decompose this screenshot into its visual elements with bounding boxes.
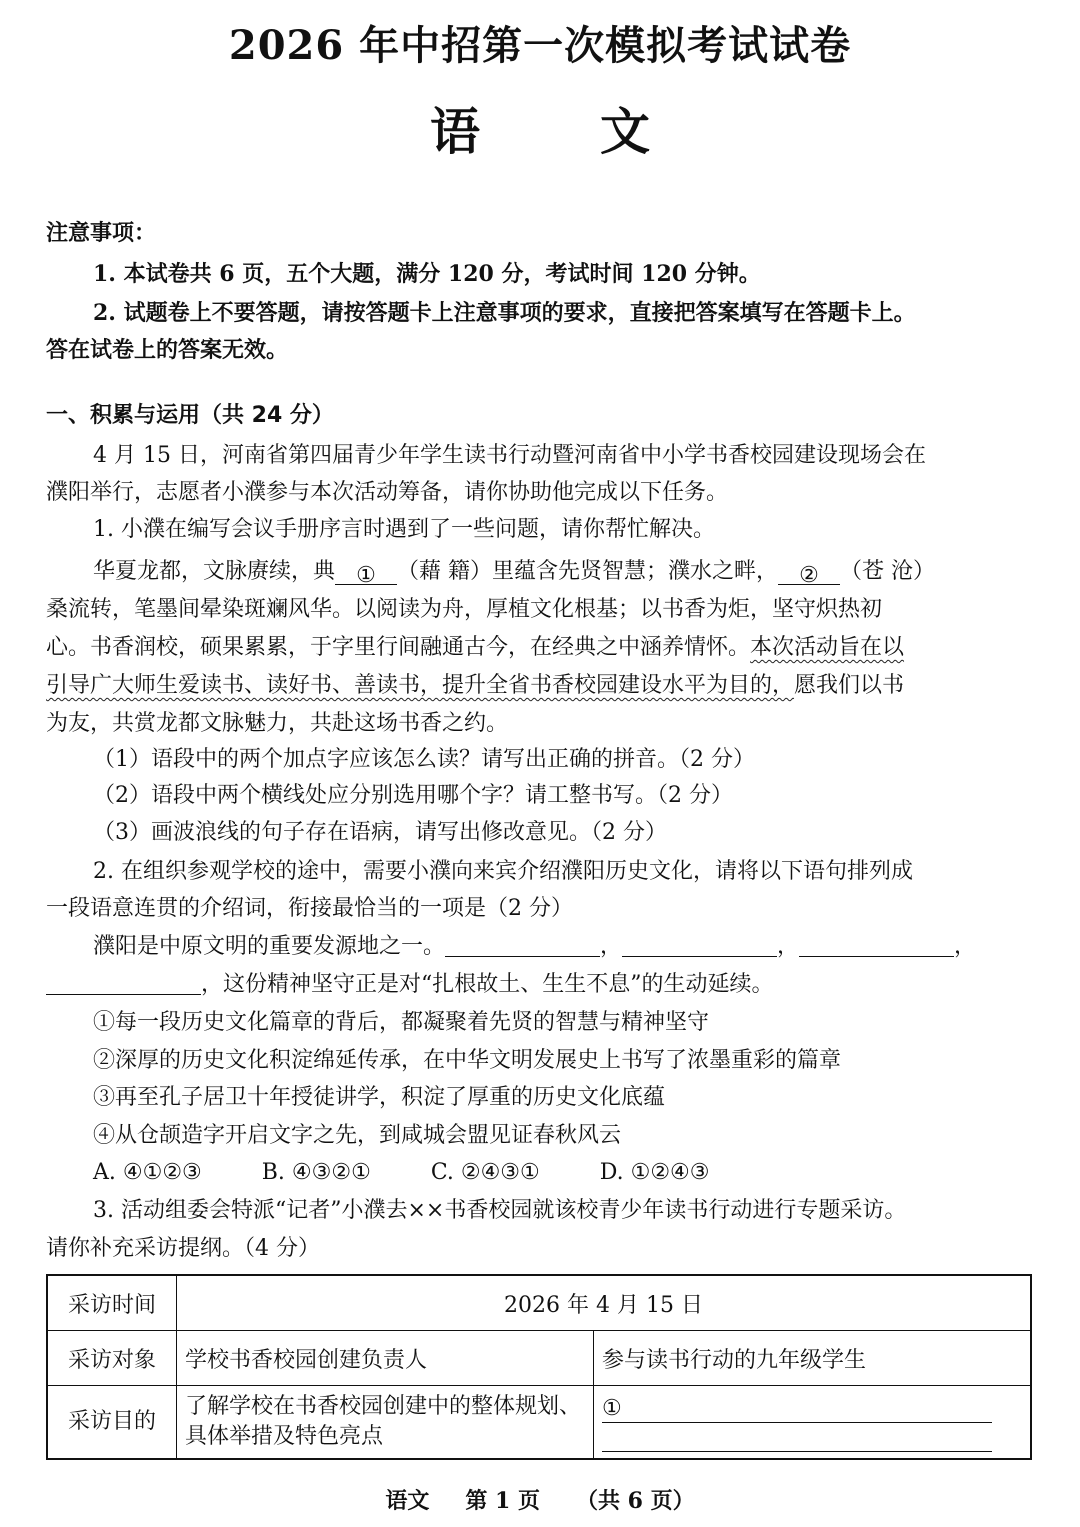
question-2-line-1: 2. 在组织参观学校的途中，需要小濮向来宾介绍濮阳历史文化，请将以下语句排列成: [93, 859, 913, 884]
notice-item-2-line-2: 答在试卷上的答案无效。: [46, 337, 289, 363]
question-2-fill-line-1: 濮阳是中原文明的重要发源地之一。 ， ， ，: [93, 934, 977, 959]
sentence-option-3: ③再至孔子居卫十年授徒讲学，积淀了厚重的历史文化底蕴: [93, 1085, 666, 1110]
interview-time-label: 采访时间: [47, 1275, 177, 1331]
question-2-line-2: 一段语意连贯的介绍词，衔接最恰当的一项是（2 分）: [46, 896, 573, 921]
passage-line-3: [46, 632, 1038, 664]
passage-text-4b: 愿我们以书: [794, 673, 905, 698]
passage-line-2: 桑流转，笔墨间晕染斑斓风华。以阅读为舟，厚植文化根基；以书香为炬，坚守炽热初: [46, 597, 883, 622]
wavy-sentence-part-1: 本次活动旨在以: [750, 635, 905, 660]
passage-line-5: 为友，共赏龙都文脉魅力，共赴这场书香之约。: [46, 711, 509, 736]
question-1-3: （3）画波浪线的句子存在语病，请写出修改意见。（2 分）: [93, 820, 667, 845]
interview-purpose-label: 采访目的: [47, 1386, 177, 1460]
answer-marker: ①: [602, 1396, 622, 1421]
table-row: [47, 1331, 1031, 1386]
choice-a[interactable]: A. ④①②③: [93, 1160, 202, 1185]
passage-blank-2: ②: [778, 560, 840, 585]
choice-d[interactable]: D. ①②④③: [599, 1160, 710, 1185]
sequence-blank-3: [799, 932, 954, 957]
passage-blank-1: ①: [335, 560, 397, 585]
interview-target-b: 参与读书行动的九年级学生: [594, 1331, 1032, 1386]
question-1-2: （2）语段中两个横线处应分别选用哪个字？请工整书写。（2 分）: [93, 783, 733, 808]
interview-target-label: 采访对象: [47, 1331, 177, 1386]
sentence-option-4: ④从仓颉造字开启文字之先，到咸城会盟见证春秋风云: [93, 1123, 622, 1148]
choice-c[interactable]: C. ②④③①: [430, 1160, 540, 1185]
answer-line-2[interactable]: [602, 1423, 992, 1452]
question-3-line-1: 3. 活动组委会特派“记者”小濮去××书香校园就该校青少年读书行动进行专题采访。: [93, 1198, 907, 1223]
passage-line-1: [93, 556, 1038, 588]
question-1-1: （1）语段中的两个加点字应该怎么读？请写出正确的拼音。（2 分）: [93, 747, 755, 772]
footer-page-number: 第 1 页: [465, 1488, 540, 1514]
choice-b[interactable]: B. ④③②①: [261, 1160, 371, 1185]
sequence-blank-4: [46, 970, 201, 995]
table-row: [47, 1386, 1031, 1460]
page-footer: [0, 1484, 1080, 1515]
footer-total-pages: （共 6 页）: [576, 1488, 695, 1514]
interview-outline-table: [46, 1274, 1032, 1460]
question-3-line-2: 请你补充采访提纲。（4 分）: [46, 1236, 320, 1261]
answer-line-1[interactable]: [602, 1394, 992, 1423]
question-1-stem: 1. 小濮在编写会议手册序言时遇到了一些问题，请你帮忙解决。: [93, 517, 715, 542]
subject-title: [0, 92, 1080, 164]
interview-time-value: 2026 年 4 月 15 日: [177, 1275, 1032, 1331]
interview-purpose-a: 了解学校在书香校园创建中的整体规划、具体举措及特色亮点: [177, 1386, 594, 1460]
sentence-option-2: ②深厚的历史文化积淀绵延传承，在中华文明发展史上书写了浓墨重彩的篇章: [93, 1048, 842, 1073]
interview-target-a: 学校书香校园创建负责人: [177, 1331, 594, 1386]
section-1-intro-line-2: 濮阳举行，志愿者小濮参与本次活动筹备，请你协助他完成以下任务。: [46, 480, 729, 505]
table-row: [47, 1275, 1031, 1331]
wavy-sentence-part-2: 引导广大师生爱读书、读好书、善读书，提升全省书香校园建设水平为目的，: [46, 673, 795, 698]
question-2-fill-text-b: ，这份精神坚守正是对“扎根故土、生生不息”的生动延续。: [201, 972, 774, 997]
notice-heading: 注意事项：: [46, 221, 157, 246]
notice-item-2-line-1: 2. 试题卷上不要答题，请按答题卡上注意事项的要求，直接把答案填写在答题卡上。: [93, 300, 916, 326]
passage-text-3a: 心。书香润校，硕果累累，于字里行间融通古今，在经典之中涵养情怀。: [46, 635, 751, 660]
passage-line-4: [46, 670, 1038, 702]
question-2-choices: [93, 1157, 1038, 1189]
subject-char-2: 文: [600, 102, 650, 161]
section-1-intro-line-1: 4 月 15 日，河南省第四届青少年学生读书行动暨河南省中小学书香校园建设现场会在: [93, 443, 926, 468]
sequence-blank-1: [445, 932, 600, 957]
sequence-blank-2: [622, 932, 777, 957]
section-1-heading: 一、积累与运用（共 24 分）: [46, 403, 334, 428]
passage-text-1b: （藉 籍）里蕴含先贤智慧；濮水之畔，: [397, 559, 779, 584]
passage-text-1a: 华夏龙都，文脉赓续，典: [93, 559, 336, 584]
footer-subject: 语文: [385, 1488, 430, 1514]
subject-char-1: 语: [430, 102, 480, 161]
passage-text-1c: （苍 沧）: [840, 559, 936, 584]
question-2-fill-text-a: 濮阳是中原文明的重要发源地之一。: [93, 934, 446, 959]
notice-item-1: 1. 本试卷共 6 页，五个大题，满分 120 分，考试时间 120 分钟。: [93, 261, 761, 287]
exam-title: 2026 年中招第一次模拟考试试卷: [228, 22, 852, 69]
sentence-option-1: ①每一段历史文化篇章的背后，都凝聚着先贤的智慧与精神坚守: [93, 1010, 710, 1035]
interview-purpose-b: [594, 1386, 1032, 1460]
question-2-fill-line-2: [46, 969, 1038, 1001]
